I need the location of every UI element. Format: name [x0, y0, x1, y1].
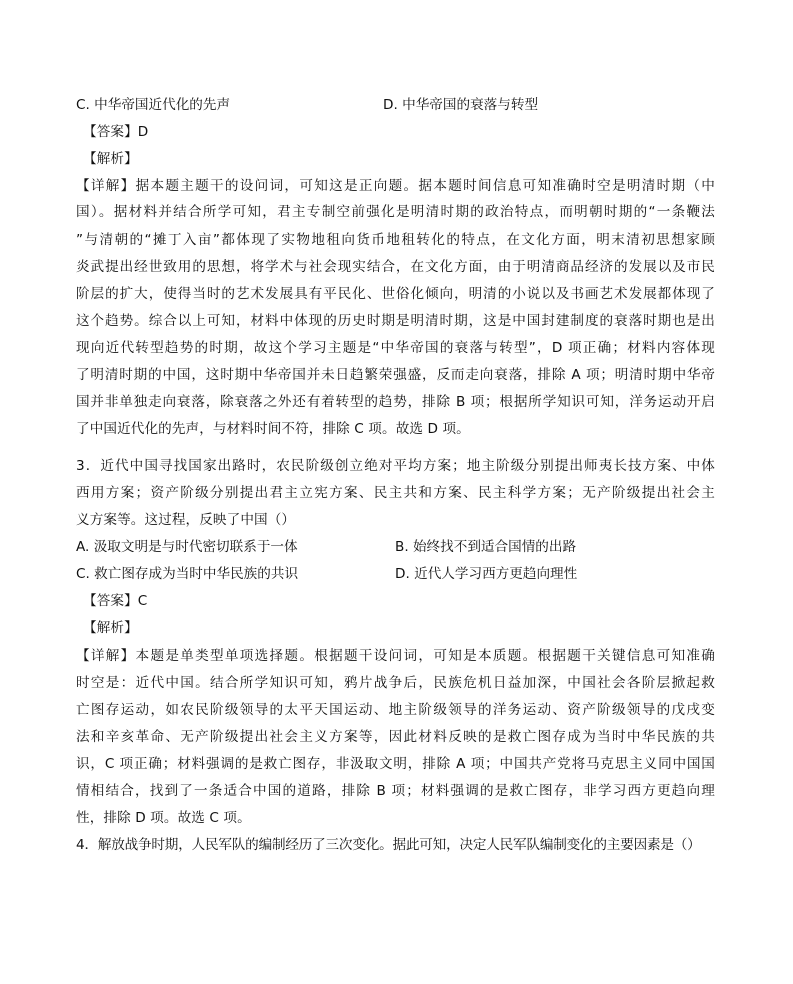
q2-option-d: D. 中华帝国的衰落与转型 [383, 97, 539, 113]
q3-explanation-line-4: 法和辛亥革命、无产阶级提出社会主义方案等，因此材料反映的是救亡图存成为当时中华民族的共 [76, 729, 715, 745]
q3-explanation-line-7: 性，排除 D 项。故选 C 项。 [76, 810, 251, 826]
q3-option-d: D. 近代人学习西方更趋向理性 [395, 566, 578, 582]
q3-explanation-line-3: 亡图存运动，如农民阶级领导的太平天国运动、地主阶级领导的洋务运动、资产阶级领导的戊戌变 [76, 702, 715, 718]
q2-explanation-line-6: 这个趋势。综合以上可知，材料中体现的历史时期是明清时期，这是中国封建制度的衰落时期也是出 [76, 313, 715, 329]
q3-stem-line-2: 西用方案；资产阶级分别提出君主立宪方案、民主共和方案、民主科学方案；无产阶级提出社会主 [76, 485, 715, 501]
q3-explanation-line-2: 时空是：近代中国。结合所学知识可知，鸦片战争后，民族危机日益加深，中国社会各阶层掀起救 [76, 675, 715, 691]
q2-explanation-line-2: 国）。据材料并结合所学可知，君主专制空前强化是明清时期的政治特点，而明朝时期的“一条鞭法 [76, 204, 715, 220]
q2-analysis-label: 【解析】 [83, 151, 138, 167]
q3-option-a: A. 汲取文明是与时代密切联系于一体 [76, 539, 298, 555]
q2-explanation-line-5: 阶层的扩大，使得当时的艺术发展具有平民化、世俗化倾向，明清的小说以及书画艺术发展都体现了 [76, 286, 715, 302]
q2-explanation-line-3: ”与清朝的“摊丁入亩”都体现了实物地租向货币地租转化的特点，在文化方面，明末清初思想家顾 [76, 232, 715, 248]
q3-option-c: C. 救亡图存成为当时中华民族的共识 [76, 566, 299, 582]
q3-explanation-line-5: 识，C 项正确；材料强调的是救亡图存，非汲取文明，排除 A 项；中国共产党将马克思主义同中国国 [76, 756, 715, 772]
q2-explanation-line-7: 现向近代转型趋势的时期，故这个学习主题是“中华帝国的衰落与转型”，D 项正确；材料内容体现 [76, 340, 715, 356]
q2-explanation-line-8: 了明清时期的中国，这时期中华帝国并未日趋繁荣强盛，反而走向衰落，排除 A 项；明清时期中华帝 [76, 367, 715, 383]
q2-explanation-line-4: 炎武提出经世致用的思想，将学术与社会现实结合，在文化方面，由于明清商品经济的发展以及市民 [76, 259, 715, 275]
q2-explanation-line-9: 国并非单独走向衰落，除衰落之外还有着转型的趋势，排除 B 项；根据所学知识可知，洋务运动开启 [76, 394, 715, 410]
q3-stem-line-3: 义方案等。这过程，反映了中国（） [76, 512, 296, 528]
q2-explanation-line-1: 【详解】据本题主题干的设问词，可知这是正向题。据本题时间信息可知准确时空是明清时期（中 [76, 178, 715, 194]
q2-answer: 【答案】D [83, 124, 149, 140]
q3-analysis-label: 【解析】 [83, 620, 138, 636]
q3-option-b: B. 始终找不到适合国情的出路 [395, 539, 577, 555]
q2-explanation-line-10: 了中国近代化的先声，与材料时间不符，排除 C 项。故选 D 项。 [76, 421, 470, 437]
q4-stem: 4．解放战争时期，人民军队的编制经历了三次变化。据此可知，决定人民军队编制变化的主要因素是（） [76, 837, 701, 853]
q3-answer: 【答案】C [83, 593, 148, 609]
q3-stem-line-1: 3．近代中国寻找国家出路时，农民阶级创立绝对平均方案；地主阶级分别提出师夷长技方案、中体 [76, 458, 715, 474]
q3-explanation-line-1: 【详解】本题是单类型单项选择题。根据题干设问词，可知是本质题。根据题干关键信息可知准确 [76, 648, 715, 664]
q2-option-c: C. 中华帝国近代化的先声 [76, 97, 231, 113]
q3-explanation-line-6: 情相结合，找到了一条适合中国的道路，排除 B 项；材料强调的是救亡图存，非学习西方更趋向理 [76, 783, 715, 799]
